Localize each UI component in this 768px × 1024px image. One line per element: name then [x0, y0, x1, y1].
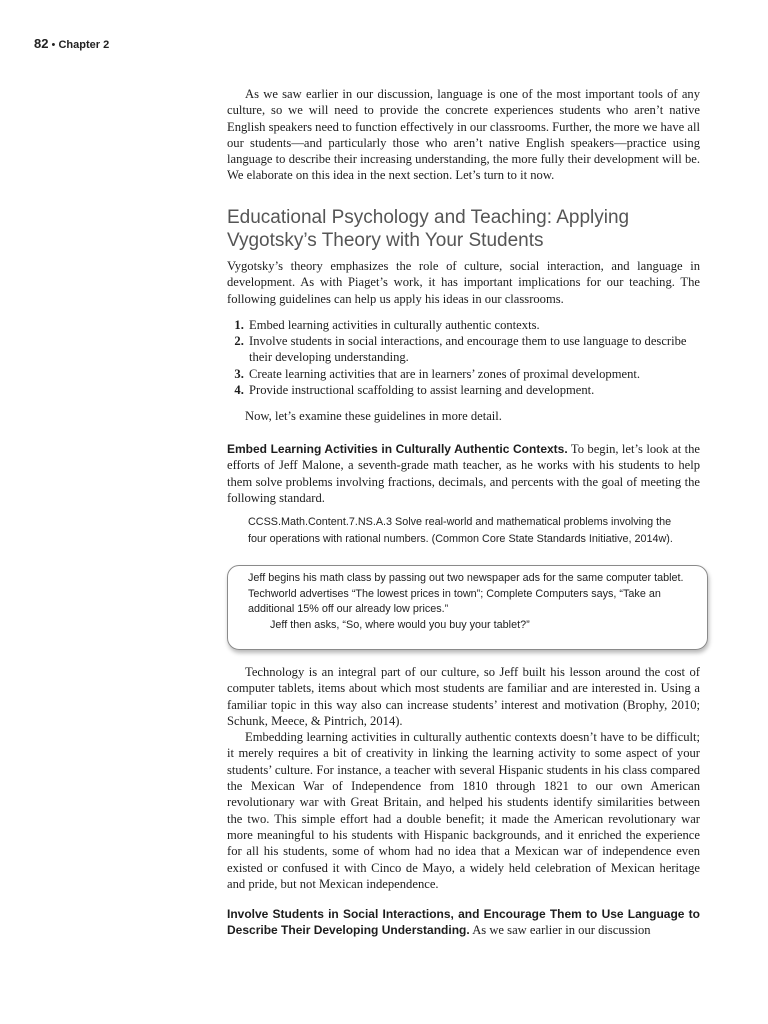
chapter-label: Chapter 2 — [58, 39, 110, 51]
section-title: Educational Psychology and Teaching: Applying Vygotsky’s Theory with Your Students — [227, 207, 630, 251]
intro-paragraph: As we saw earlier in our discussion, language is one of the most important tools of any culture, so we will need to provide the concrete experiences students who aren’t native English speakers need to function effectively in our classrooms. Further, the more we have all our students—and particularly those who aren’t native English speakers—practice using language to describe their increasing understanding, the more fully their development will be. We elaborate on this idea in the next section. Let’s turn to it now. — [227, 87, 700, 183]
discussion-paragraph-1: Technology is an integral part of our culture, so Jeff built his lesson around the cost of computer tablets, items about which most students are familiar and are interested in. Using a familiar topic in this way also can increase students’ interest and motivation (Brophy, 2010; Schunk, Meece, & Pintrich, 2014). — [227, 665, 700, 728]
transition-text: Now, let’s examine these guidelines in more detail. — [245, 409, 502, 424]
guideline-item: 1. Embed learning activities in culturally authentic contexts. — [247, 317, 700, 333]
intro-block — [227, 86, 700, 184]
embed-text: To begin, let’s look at the efforts of Jeff Malone, a seventh-grade math teacher, as he works with his students to help them solve problems involving fractions, decimals, and percents with the goal of meeting the following standard. — [227, 442, 700, 505]
guidelines-list — [227, 317, 700, 398]
page-header — [34, 36, 109, 51]
guideline-item: 4. Provide instructional scaffolding to assist learning and development. — [247, 382, 700, 398]
guideline-item: 3. Create learning activities that are in learners’ zones of proximal development. — [247, 366, 700, 382]
discussion-paragraph-2: Embedding learning activities in culturally authentic contexts doesn’t have to be difficult; it merely requires a bit of creativity in linking the learning activity to some aspect of your students’ culture. For instance, a teacher with several Hispanic students in his class compared the Mexican War of Independence from 1810 through 1821 to our own American revolutionary war with Great Britain, and helped his students identify similarities between the two. This simple effort had a double benefit; it made the American revolutionary war more meaningful to his students with Hispanic backgrounds, and it enriched the experience for all his students, some of whom had no idea that a Mexican war of independence even existed or confused it with Cinco de Mayo, a widely held celebration of Mexican heritage and pride, but not Mexican independence. — [227, 730, 700, 891]
involve-text: As we saw earlier in our discussion — [472, 923, 651, 938]
standard-quote: CCSS.Math.Content.7.NS.A.3 Solve real-world and mathematical problems involving the four operations with rational numbers. (Common Core State Standards Initiative, 2014w). — [248, 516, 673, 546]
discussion-block — [227, 664, 700, 892]
page-number: 82 — [34, 36, 49, 51]
case-question: Jeff then asks, “So, where would you buy your tablet?” — [270, 618, 530, 631]
section-intro: Vygotsky’s theory emphasizes the role of culture, social interaction, and language in development. As with Piaget’s work, it has important implications for our teaching. The following guidelines can help us apply his ideas in our classrooms. — [227, 259, 700, 306]
case-paragraph: Jeff begins his math class by passing out two newspaper ads for the same computer tablet. Techworld advertises “The lowest prices in town”; Complete Computers says, “Take an additional 15% off our already low prices.” — [248, 572, 684, 616]
embed-paragraph — [227, 441, 700, 506]
involve-paragraph — [227, 906, 700, 939]
section-block — [227, 206, 700, 425]
involve-block — [227, 906, 700, 939]
header-separator: • — [51, 39, 56, 51]
embed-block — [227, 441, 700, 548]
involve-heading: Involve Students in Social Interactions, and Encourage Them to Use Language to Describe Their Developing Understanding. — [227, 907, 700, 938]
embed-heading: Embed Learning Activities in Culturally Authentic Contexts. — [227, 442, 568, 456]
guideline-item: 2. Involve students in social interactions, and encourage them to use language to describe their developing understanding. — [247, 333, 700, 366]
case-box — [227, 565, 708, 650]
